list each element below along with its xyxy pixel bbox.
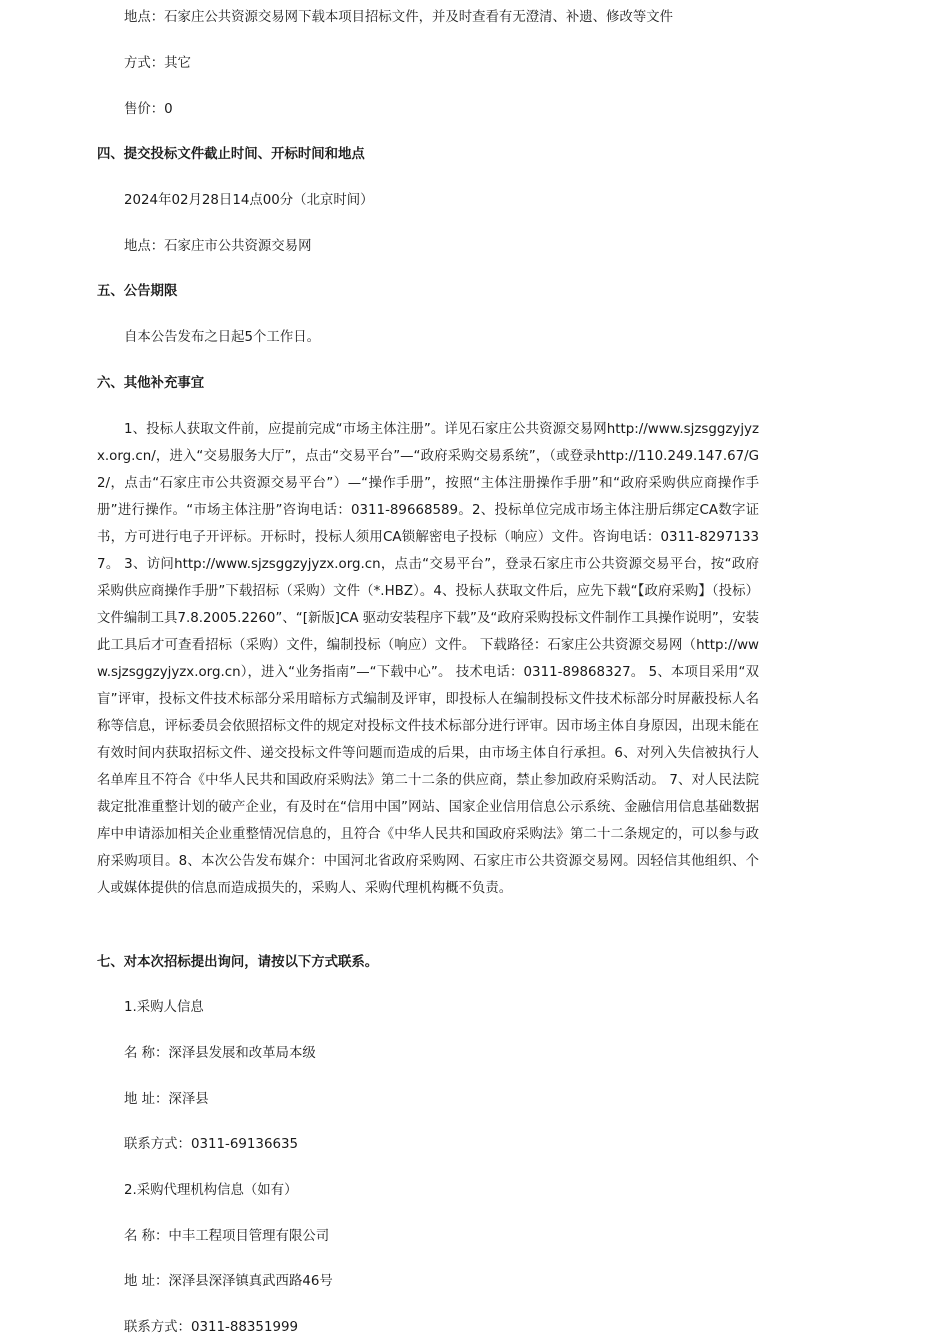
purchaser-name: 名 称：深泽县发展和改革局本级 [124, 1046, 316, 1061]
agency-address: 地 址：深泽县深泽镇真武西路46号 [124, 1274, 333, 1289]
acquisition-method-text: 方式：其它 [124, 56, 191, 71]
section-7-heading: 七、对本次招标提出询问，请按以下方式联系。 [97, 955, 379, 970]
section-4-heading: 四、提交投标文件截止时间、开标时间和地点 [97, 147, 365, 162]
supplementary-matters-paragraph: 1、投标人获取文件前，应提前完成“市场主体注册”。详见石家庄公共资源交易网http://www.sjzsggzyjyzx.org.cn/，进入“交易服务大厅”，点击“交易平台”—“政府采购交易系统”，（或登录http://110.249.147.67/G2/，点击“石家庄市公共资源交易平台”）—“操作手册”，按照“主体注册操作手册”和“政府采购供应商操作手册”进行操作。“市场主体注册”咨询电话：0311-89668589。2、投标单位完成市场主体注册后绑定CA数字证书，方可进行电子开评标。开标时，投标人须用CA锁解密电子投标（响应）文件。咨询电话：0311-82971337。 3、访问http://www.sjzsggzyjyzx.org.cn，点击“交易平台”，登录石家庄市公共资源交易平台，按“政府采购供应商操作手册”下载招标（采购）文件（*.HBZ）。4、投标人获取文件后，应先下载“【政府采购】（投标）文件编制工具7.8.2005.2260”、“[新版]CA 驱动安装程序下载”及“政府采购投标文件制作工具操作说明”，安装此工具后才可查看招标（采购）文件，编制投标（响应）文件。 下载路径：石家庄公共资源交易网（http://www.sjzsggzyjyzx.org.cn），进入“业务指南”—“下载中心”。 技术电话：0311-89868327。 5、本项目采用“双盲”评审，投标文件技术标部分采用暗标方式编制及评审，即投标人在编制投标文件技术标部分时屏蔽投标人名称等信息，评标委员会依照招标文件的规定对投标文件技术标部分进行评审。因市场主体自身原因，出现未能在有效时间内获取招标文件、递交投标文件等问题而造成的后果，由市场主体自行承担。6、对列入失信被执行人名单库且不符合《中华人民共和国政府采购法》第二十二条的供应商，禁止参加政府采购活动。 7、对人民法院裁定批准重整计划的破产企业，有及时在“信用中国”网站、国家企业信用信息公示系统、金融信用信息基础数据库中申请添加相关企业重整情况信息的，且符合《中华人民共和国政府采购法》第二十二条规定的，可以参与政府采购项目。8、本次公告发布媒介：中国河北省政府采购网、石家庄市公共资源交易网。因轻信其他组织、个人或媒体提供的信息而造成损失的，采购人、采购代理机构概不负责。 [97, 422, 759, 896]
price-text: 售价：0 [124, 102, 173, 117]
deadline-text: 2024年02月28日14点00分（北京时间） [124, 193, 374, 208]
purchaser-address: 地 址：深泽县 [124, 1092, 209, 1107]
section-6-heading: 六、其他补充事宜 [97, 376, 205, 391]
agency-name: 名 称：中丰工程项目管理有限公司 [124, 1229, 330, 1244]
file-location-text: 地点：石家庄公共资源交易网下载本项目招标文件，并及时查看有无澄清、补遗、修改等文件 [124, 10, 674, 25]
agency-contact: 联系方式：0311-88351999 [124, 1320, 299, 1335]
section-5-heading: 五、公告期限 [97, 284, 178, 299]
notice-period-text: 自本公告发布之日起5个工作日。 [124, 330, 320, 345]
agency-info-title: 2.采购代理机构信息（如有） [124, 1183, 298, 1198]
purchaser-info-title: 1.采购人信息 [124, 1000, 204, 1015]
bid-location-text: 地点：石家庄市公共资源交易网 [124, 239, 312, 254]
purchaser-contact: 联系方式：0311-69136635 [124, 1137, 299, 1152]
